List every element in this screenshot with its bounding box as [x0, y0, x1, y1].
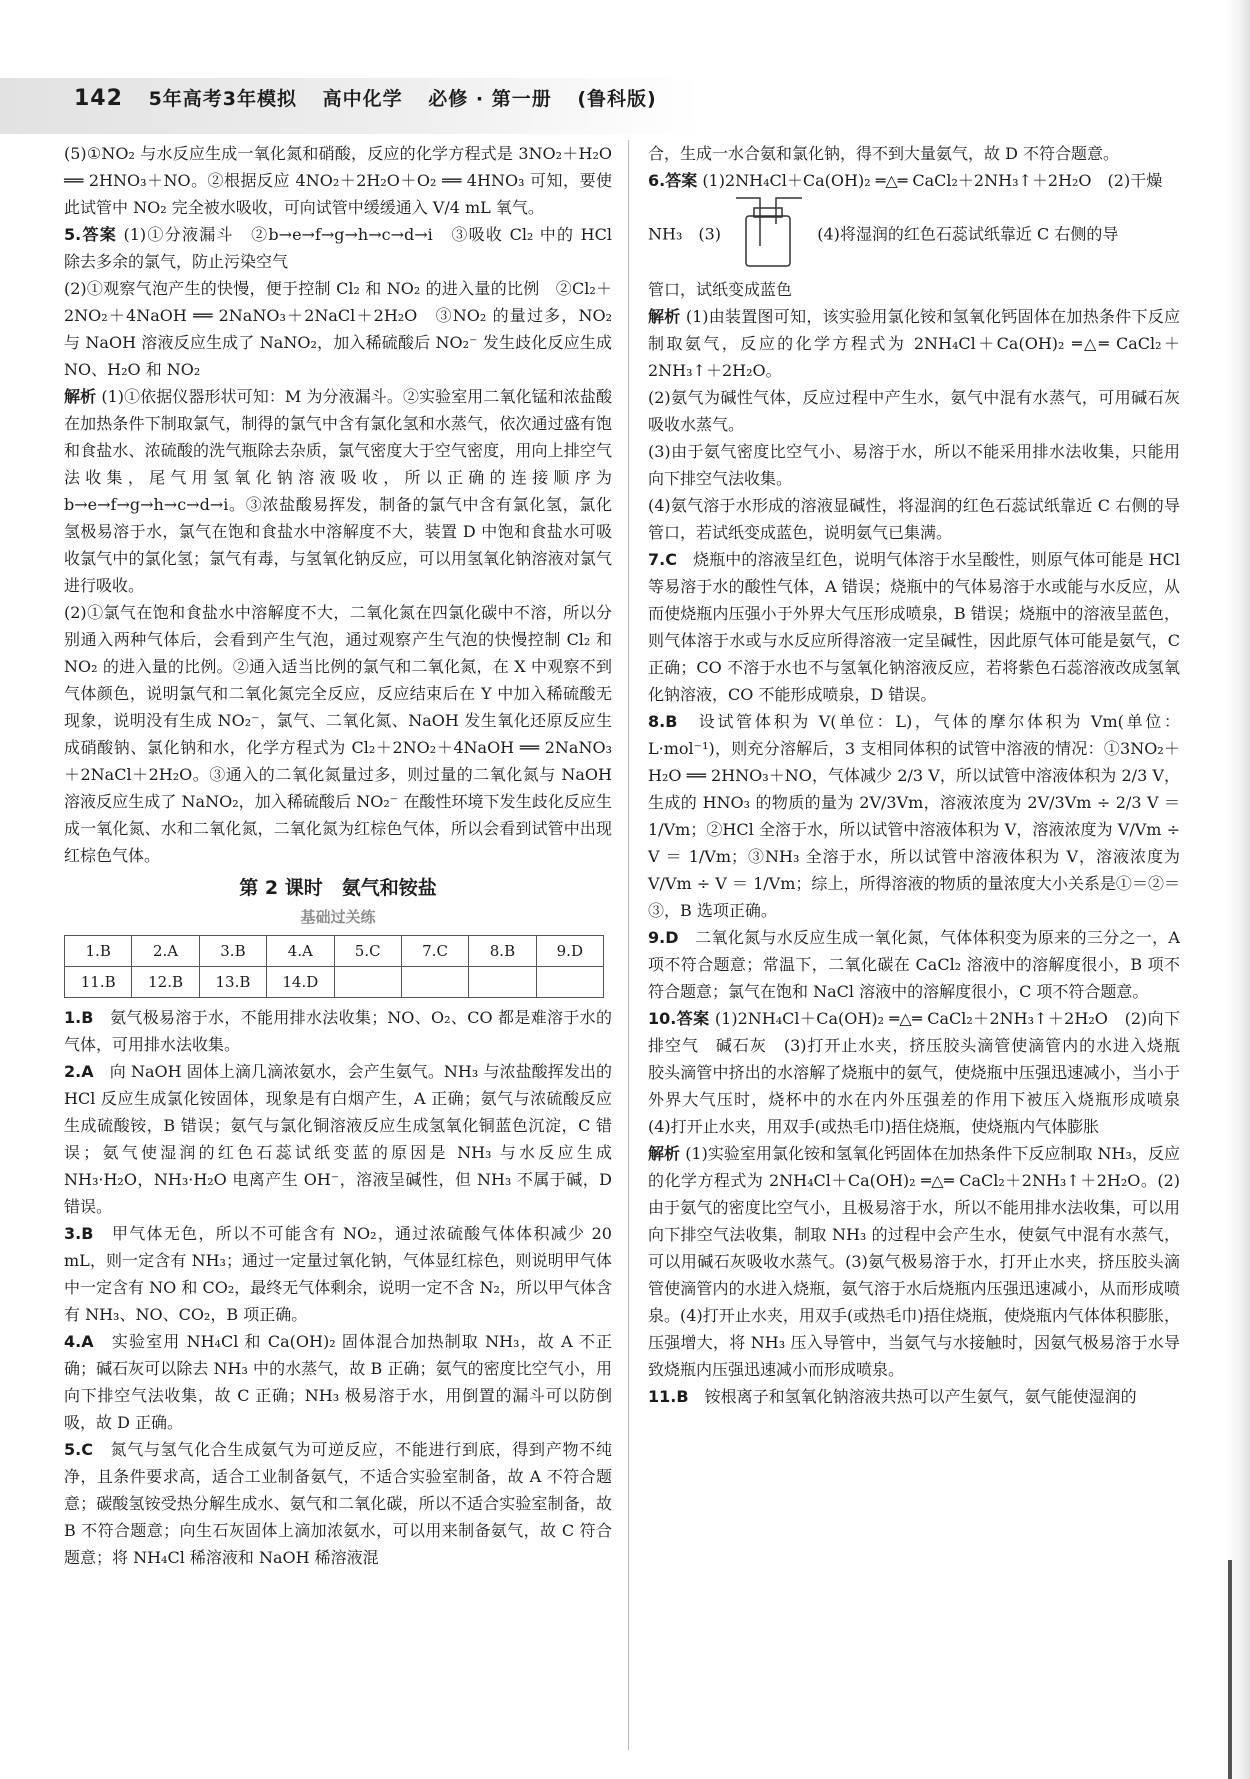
table-cell: [536, 967, 603, 998]
answer-text: 氨气极易溶于水，不能用排水法收集；NO、O₂、CO 都是难溶于水的气体，可用排水法收集。: [64, 1008, 612, 1054]
explanation-text: (1)由装置图可知，该实验用氯化铵和氢氧化钙固体在加热条件下反应制取氨气，反应的化学方程式为 2NH₄Cl＋Ca(OH)₂ ═△═ CaCl₂＋2NH₃↑＋2H₂O。: [648, 307, 1180, 380]
subject-name: 高中化学: [322, 88, 403, 110]
table-cell: 4.A: [267, 936, 334, 967]
section-title: 第 2 课时 氨气和铵盐: [239, 877, 437, 899]
explanation-text: (1)①依据仪器形状可知：M 为分液漏斗。②实验室用二氧化锰和浓盐酸在加热条件下制取氯气，制得的氯气中含有氯化氢和水蒸气，依次通过盛有饱和食盐水、浓硫酸的洗气瓶除去杂质，氯气密度大于空气密度，用向上排空气法收集，尾气用氢氧化钠溶液吸收，所以正确的连接顺序为 b→e→f→g→h→c→d→i。③浓盐酸易挥发，制备的氯气中含有氯化氢，氯化氢极易溶于水，氯气在饱和食盐水中溶解度不大，装置 D 中饱和食盐水可吸收氯气中的氯化氢；氯气有毒，与氢氧化钠反应，可以用氢氧化钠溶液对氯气进行吸收。: [64, 387, 612, 595]
explanation-paragraph: (3)由于氨气密度比空气小、易溶于水，所以不能采用排水法收集，只能用向下排空气法收集。: [648, 442, 1180, 488]
answer-block: [64, 1328, 612, 1436]
answer-block: [648, 1005, 1197, 1140]
answer-paragraph: 合，生成一水合氨和氯化钠，得不到大量氨气，故 D 不符合题意。: [648, 144, 1120, 163]
explanation-block: [64, 383, 612, 599]
explanation-label: 解析: [648, 1144, 681, 1163]
answer-block: [648, 1383, 1180, 1410]
answer-text: (1)2NH₄Cl＋Ca(OH)₂ ═△═ CaCl₂＋2NH₃↑＋2H₂O (2)向下排空气 碱石灰 (3)打开止水夹，挤压胶头滴管使滴管内的水进入烧瓶 胶头滴管中挤出的水溶解了烧瓶中的氨气，使烧瓶中压强迅速减小，当小于外界大气压时，烧杯中的水在内外压强差的作用下被压入烧瓶形成喷泉 (4)打开止水夹，用双手(或热毛巾)捂住烧瓶，使烧瓶内气体膨胀: [648, 1009, 1197, 1136]
answer-label: 5.C: [64, 1440, 93, 1459]
page-number: 142: [74, 86, 123, 111]
answer-block: [648, 924, 1180, 1005]
answer-paragraph: (2)①观察气泡产生的快慢，便于控制 Cl₂ 和 NO₂ 的进入量的比例 ②Cl₂＋2NO₂＋4NaOH ══ 2NaNO₃＋2NaCl＋2H₂O ③NO₂ 的量过多，NO₂ 与 NaOH 溶液反应生成了 NaNO₂，加入稀硫酸后 NO₂⁻ 发生歧化反应生成 NO、H₂O 和 NO₂: [64, 279, 612, 379]
answer-block: [64, 221, 628, 275]
table-cell: [334, 967, 401, 998]
answer-block: [64, 1058, 612, 1220]
section-subtitle: 基础过关练: [300, 908, 376, 926]
column-divider: [628, 140, 629, 1750]
table-cell: 5.C: [334, 936, 401, 967]
table-cell: 14.D: [267, 967, 334, 998]
table-cell: 13.B: [199, 967, 266, 998]
table-cell: 7.C: [401, 936, 468, 967]
answer-text: 烧瓶中的溶液呈红色，说明气体溶于水呈酸性，则原气体可能是 HCl 等易溶于水的酸性气体，A 错误；烧瓶中的气体易溶于水或能与水反应，从而使烧瓶内压强小于外界大气压形成喷泉，B 错误；烧瓶中的溶液呈蓝色，则气体溶于水或与水反应所得溶液一定呈碱性，因此原气体可能是氨气，C 正确；CO 不溶于水也不与氢氧化钠溶液反应，若将紫色石蕊溶液改成氢氧化钠溶液，CO 不能形成喷泉，D 错误。: [648, 550, 1180, 704]
right-column: [648, 140, 1197, 1410]
answer-text: (4)将湿润的红色石蕊试纸靠近 C 右侧的导: [817, 224, 1119, 244]
table-cell: 11.B: [65, 967, 132, 998]
page-edge-mark: [1228, 1560, 1232, 1779]
answer-label: 7.C: [648, 550, 677, 569]
answer-paragraph: 管口，试纸变成蓝色: [648, 280, 793, 299]
answer-text: 铵根离子和氢氧化钠溶液共热可以产生氨气，氨气能使湿润的: [704, 1387, 1137, 1406]
explanation-paragraph: (4)氨气溶于水形成的溶液显碱性，将湿润的红色石蕊试纸靠近 C 右侧的导管口，若试纸变成蓝色，说明氨气已集满。: [648, 496, 1180, 542]
answer-block: [648, 167, 1180, 194]
answer-label: 11.B: [648, 1387, 689, 1406]
explanation-block: [648, 303, 1180, 384]
edition-name: (鲁科版): [577, 88, 657, 110]
explanation-block: [648, 1140, 1180, 1383]
answer-block: [648, 194, 1180, 276]
answer-label: 5.答案: [64, 225, 118, 244]
table-row: [65, 936, 604, 967]
explanation-label: 解析: [64, 387, 97, 406]
table-cell: 3.B: [199, 936, 266, 967]
answer-label: 4.A: [64, 1332, 94, 1351]
answer-block: [64, 1220, 612, 1328]
answer-label: 10.答案: [648, 1009, 710, 1028]
answer-label: 6.答案: [648, 171, 698, 190]
table-cell: [469, 967, 536, 998]
answer-text: 向 NaOH 固体上滴几滴浓氨水，会产生氨气。NH₃ 与浓盐酸挥发出的 HCl 反应生成氯化铵固体，现象是有白烟产生，A 正确；氨气与浓硫酸反应生成硫酸铵，B 错误；氨气与氯化铜溶液反应生成氢氧化铜蓝色沉淀，C 错误；氨气使湿润的红色石蕊试纸变蓝的原因是 NH₃ 与水反应生成 NH₃·H₂O，NH₃·H₂O 电离产生 OH⁻，溶液呈碱性，但 NH₃ 不属于碱，D 错误。: [64, 1062, 612, 1216]
answer-label: 1.B: [64, 1008, 94, 1027]
explanation-label: 解析: [648, 307, 681, 326]
gas-collecting-bottle-icon: [734, 194, 804, 268]
explanation-paragraph: (2)①氯气在饱和食盐水中溶解度不大，二氧化氮在四氯化碳中不溶，所以分别通入两种气体后，会看到产生气泡，通过观察产生气泡的快慢控制 Cl₂ 和 NO₂ 的进入量的比例。②通入适当比例的氯气和二氧化氮，在 X 中观察不到气体颜色，说明氯气和二氧化氮完全反应，反应结束后在 Y 中加入稀硫酸无现象，说明没有生成 NO₂⁻，氯气、二氧化氮、NaOH 发生氧化还原反应生成硝酸钠、氯化钠和水，化学方程式为 Cl₂＋2NO₂＋4NaOH ══ 2NaNO₃＋2NaCl＋2H₂O。③通入的二氧化氮量过多，则过量的二氧化氮与 NaOH 溶液反应生成了 NaNO₂，加入稀硫酸后 NO₂⁻ 在酸性环境下发生歧化反应生成一氧化氮、水和二氧化氮，二氧化氮为红棕色气体，所以会看到试管中出现红棕色气体。: [64, 603, 612, 865]
answer-text: 甲气体无色，所以不可能含有 NO₂，通过浓硫酸气体体积减少 20 mL，则一定含有 NH₃；通过一定量过氧化钠，气体显红棕色，则说明甲气体中一定含有 NO 和 CO₂，最终无气体剩余，说明一定不含 N₂，所以甲气体含有 NH₃、NO、CO₂，B 项正确。: [64, 1224, 612, 1324]
answer-text: 设试管体积为 V(单位：L)，气体的摩尔体积为 Vm(单位：L·mol⁻¹)，则充分溶解后，3 支相同体积的试管中溶液的情况：①3NO₂＋H₂O ══ 2HNO₃＋NO，气体减少 2/3 V，所以试管中溶液体积为 2/3 V，生成的 HNO₃ 的物质的量为 2V/3Vm，溶液浓度为 2V/3Vm ÷ 2/3 V ＝ 1/Vm；②HCl 全溶于水，所以试管中溶液体积为 V，溶液浓度为 V/Vm ÷ V ＝ 1/Vm；③NH₃ 全溶于水，所以试管中溶液体积为 V，溶液浓度为 V/Vm ÷ V ＝ 1/Vm；综上，所得溶液的物质的量浓度大小关系是①＝②＝③，B 选项正确。: [648, 712, 1180, 920]
table-cell: [401, 967, 468, 998]
volume-name: 必修 · 第一册: [428, 88, 552, 110]
table-cell: 2.A: [132, 936, 199, 967]
answer-block: [648, 708, 1180, 924]
answer-text: (1)2NH₄Cl＋Ca(OH)₂ ═△═ CaCl₂＋2NH₃↑＋2H₂O (2)干燥: [702, 171, 1163, 190]
answer-label: 2.A: [64, 1062, 94, 1081]
answer-block: [648, 546, 1180, 708]
answer-label: 3.B: [64, 1224, 94, 1243]
left-column: [64, 140, 628, 1571]
page-spine-shadow: [1224, 0, 1250, 1779]
page-header: [74, 84, 657, 111]
answer-label: 9.D: [648, 928, 679, 947]
answer-text: 实验室用 NH₄Cl 和 Ca(OH)₂ 固体混合加热制取 NH₃，故 A 不正确；碱石灰可以除去 NH₃ 中的水蒸气，故 B 正确；氨气的密度比空气小，用向下排空气法收集，故 C 正确；NH₃ 极易溶于水，用倒置的漏斗可以防倒吸，故 D 正确。: [64, 1332, 612, 1432]
answer-table: [64, 935, 604, 998]
answer-text: (1)①分液漏斗 ②b→e→f→g→h→c→d→i ③吸收 Cl₂ 中的 HCl 除去多余的氯气，防止污染空气: [64, 225, 628, 271]
answer-text: 二氧化氮与水反应生成一氧化氮，气体体积变为原来的三分之一，A 项不符合题意；常温下，二氧化碳在 CaCl₂ 溶液中的溶解度很小，B 项不符合题意；氯气在饱和 NaCl 溶液中的溶解度很小，C 项不符合题意。: [648, 928, 1180, 1001]
gas-collecting-bottle-figure: [734, 194, 804, 276]
answer-text: 氮气与氢气化合生成氨气为可逆反应，不能进行到底，得到产物不纯净，且条件要求高，适合工业制备氨气，不适合实验室制备，故 A 不符合题意；碳酸氢铵受热分解生成水、氨气和二氧化碳，所以不适合实验室制备，故 B 不符合题意；向生石灰固体上滴加浓氨水，可以用来制备氨气，故 C 符合题意；将 NH₄Cl 稀溶液和 NaOH 稀溶液混: [64, 1440, 612, 1567]
answer-label: 8.B: [648, 712, 678, 731]
answer-paragraph: (5)①NO₂ 与水反应生成一氧化氮和硝酸，反应的化学方程式是 3NO₂＋H₂O ══ 2HNO₃＋NO。②根据反应 4NO₂＋2H₂O＋O₂ ══ 4HNO₃ 可知，要使此试管中 NO₂ 完全被水吸收，可向试管中缓缓通入 V/4 mL 氧气。: [64, 144, 612, 217]
answer-text: NH₃ (3): [648, 224, 722, 244]
table-cell: 9.D: [536, 936, 603, 967]
answer-block: [64, 1436, 612, 1571]
explanation-text: (1)实验室用氯化铵和氢氧化钙固体在加热条件下反应制取 NH₃，反应的化学方程式为 2NH₄Cl＋Ca(OH)₂ ═△═ CaCl₂＋2NH₃↑＋2H₂O。(2)由于氨气的密度比空气小，且极易溶于水，所以不能用排水法收集，可以用向下排空气法收集，制取 NH₃ 的过程中会产生水，使氨气中混有水蒸气，可以用碱石灰吸收水蒸气。(3)氨气极易溶于水，打开止水夹，挤压胶头滴管使滴管内的水进入烧瓶，氨气溶于水后烧瓶内压强迅速减小，从而形成喷泉。(4)打开止水夹，用双手(或热毛巾)捂住烧瓶，使烧瓶内气体体积膨胀，压强增大，将 NH₃ 压入导管中，当氨气与水接触时，因氨气极易溶于水导致烧瓶内压强迅速减小而形成喷泉。: [648, 1144, 1180, 1379]
table-cell: 12.B: [132, 967, 199, 998]
series-name: 5年高考3年模拟: [148, 88, 298, 110]
table-cell: 8.B: [469, 936, 536, 967]
table-cell: 1.B: [65, 936, 132, 967]
explanation-paragraph: (2)氨气为碱性气体，反应过程中产生水，氨气中混有水蒸气，可用碱石灰吸收水蒸气。: [648, 388, 1180, 434]
answer-block: [64, 1004, 612, 1058]
table-row: [65, 967, 604, 998]
